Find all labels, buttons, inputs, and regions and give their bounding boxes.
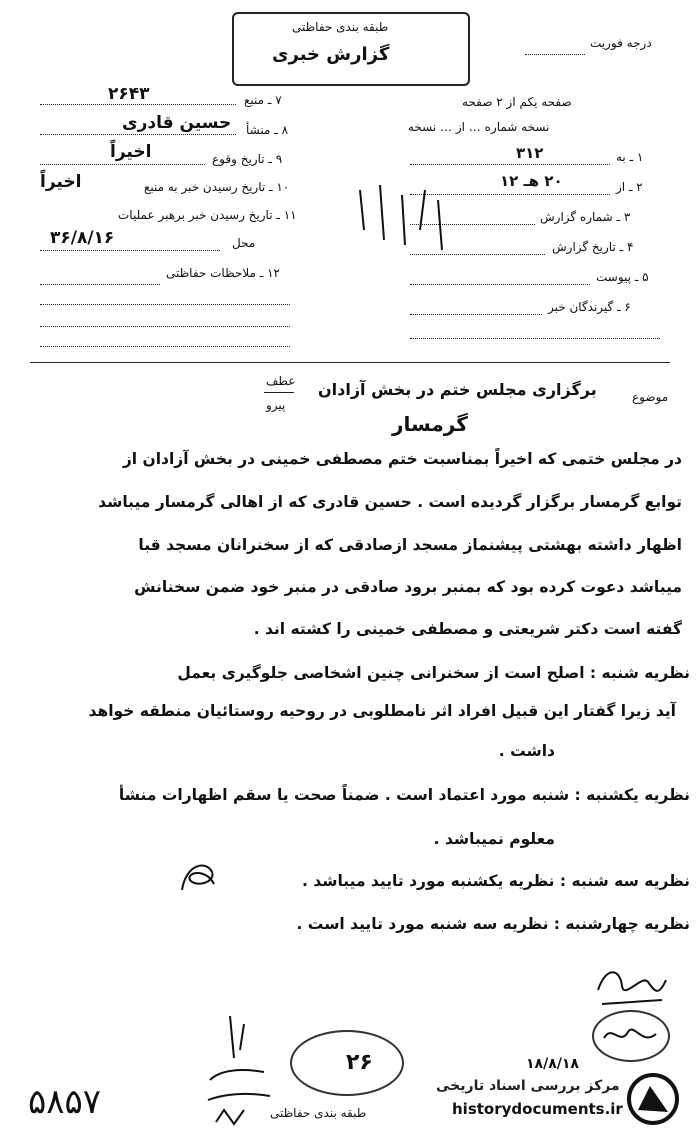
field-report-number-label: ۳ ـ شماره گزارش	[540, 210, 631, 224]
report-type: گزارش خبری	[272, 44, 390, 65]
field-place-label: محل	[232, 236, 256, 250]
field-received-source-value: اخیراً	[40, 172, 82, 192]
field-security-notes-label: ۱۲ ـ ملاحظات حفاظتی	[166, 266, 280, 280]
body-line-3: اظهار داشته بهشتی پیشنماز مسجد ازصادقی که از سخنرانان مسجد قبا	[138, 536, 682, 554]
field-security-notes-line-3	[40, 326, 290, 327]
opinion-saturday-1: نظریه شنبه : اصلح است از سخنرانی چنین اشخاصی جلوگیری بعمل	[177, 664, 690, 682]
body-line-4: میباشد دعوت کرده بود که بمنبر برود صادقی در منبر خود ضمن سخنانش	[134, 578, 682, 596]
initial-signature-tuesday	[176, 854, 220, 898]
body-line-5: گفته است دکتر شریعتی و مصطفی خمینی را کشته اند .	[253, 620, 682, 638]
urgency-label: درجه فوریت	[590, 36, 652, 50]
urgency-line	[525, 54, 585, 55]
field-event-date-line	[40, 164, 205, 165]
field-to-line	[410, 164, 610, 165]
stamp-digits: ۲۶	[346, 1050, 373, 1075]
field-origin-line	[40, 134, 236, 135]
field-security-notes-line-4	[40, 346, 290, 347]
field-source-line	[40, 104, 236, 105]
signature-1	[592, 960, 672, 1016]
opinion-saturday-2: آید زیرا گفتار این قبیل افراد اثر نامطلوبی در روحیه روستائیان منطقه خواهد	[88, 702, 676, 720]
copy-info: نسخه شماره … از … نسخه	[408, 120, 550, 134]
classification-top: طبقه بندی حفاظتی	[292, 20, 389, 34]
field-received-source-label: ۱۰ ـ تاریخ رسیدن خبر به منبع	[144, 180, 290, 194]
field-recipients-line-2	[410, 338, 660, 339]
opinion-sunday-1: نظریه یکشنبه : شنبه مورد اعتماد است . ضمناً صحت یا سقم اظهارات منشأ	[118, 786, 690, 804]
field-received-ops-label: ۱۱ ـ تاریخ رسیدن خبر برهبر عملیات	[118, 208, 297, 222]
body-line-2: توابع گرمسار برگزار گردیده است . حسین قادری که از اهالی گرمسار میباشد	[98, 493, 682, 511]
field-source-value: ۲۶۴۳	[108, 84, 150, 104]
field-origin-label: ۸ ـ منشأ	[246, 123, 289, 137]
field-attachment-line	[410, 284, 590, 285]
field-attachment-label: ۵ ـ پیوست	[596, 270, 649, 284]
watermark-text: مرکز بررسی اسناد تاریخی	[436, 1078, 620, 1094]
field-to-label: ۱ ـ به	[616, 150, 644, 164]
field-event-date-value: اخیراً	[110, 142, 152, 162]
subject-line-1: برگزاری مجلس ختم در بخش آزادان	[318, 380, 597, 399]
handwritten-date: ۱۸/۸/۱۸	[526, 1056, 579, 1072]
field-to-value: ۳۱۲	[516, 144, 544, 162]
field-from-label: ۲ ـ از	[616, 180, 643, 194]
separator	[30, 362, 670, 363]
field-from-value: ۲۰ هـ ۱۲	[500, 172, 563, 190]
reference-divider	[264, 392, 294, 393]
field-source-label: ۷ ـ منبع	[244, 93, 282, 107]
watermark-url: historydocuments.ir	[452, 1100, 623, 1118]
field-received-ops-value: ۳۶/۸/۱۶	[50, 228, 115, 248]
signature-2	[600, 1020, 660, 1050]
handwritten-marks	[350, 170, 470, 260]
field-security-notes-line	[40, 284, 160, 285]
opinion-tuesday: نظریه سه شنبه : نظریه یکشنبه مورد تایید میباشد .	[301, 872, 690, 890]
classification-bottom: طبقه بندی حفاظتی	[270, 1106, 367, 1120]
field-origin-value: حسین قادری	[122, 113, 232, 133]
opinion-saturday-3: داشت .	[498, 742, 555, 760]
subject-line-2: گرمسار	[392, 412, 468, 436]
handwritten-number: ۵۸۵۷	[28, 1082, 102, 1122]
subject-reference-bottom: پیرو	[266, 398, 286, 412]
field-event-date-label: ۹ ـ تاریخ وقوع	[212, 152, 283, 166]
subject-label: موضوع	[632, 390, 669, 404]
bottom-left-scribbles	[190, 1010, 280, 1130]
field-security-notes-line-2	[40, 304, 290, 305]
body-line-1: در مجلس ختمی که اخیراً بمناسبت ختم مصطفی خمینی در بخش آزادان از	[122, 450, 682, 468]
field-recipients-label: ۶ ـ گیرندگان خبر	[548, 300, 631, 314]
page-info: صفحه یکم از ۲ صفحه	[462, 95, 572, 109]
field-report-date-label: ۴ ـ تاریخ گزارش	[552, 240, 634, 254]
watermark-logo-icon	[624, 1072, 682, 1126]
field-received-ops-line	[40, 250, 220, 251]
field-recipients-line	[410, 314, 542, 315]
subject-reference-top: عطف	[266, 374, 296, 388]
opinion-wednesday: نظریه چهارشنبه : نظریه سه شنبه مورد تایید است .	[296, 915, 690, 933]
opinion-sunday-2: معلوم نمیباشد .	[433, 830, 555, 848]
